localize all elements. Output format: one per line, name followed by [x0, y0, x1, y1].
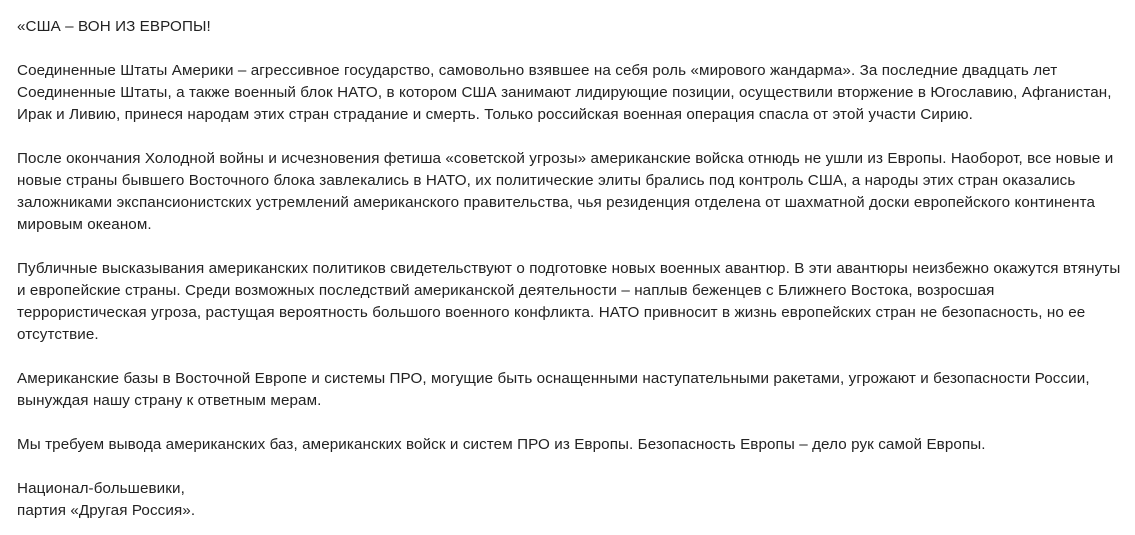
- article-paragraph-1: Соединенные Штаты Америки – агрессивное государство, самовольно взявшее на себя роль «мирового жандарма». За последние двадцать лет Соединенные Штаты, а также военный блок НАТО, в котором США занимают лидирующие позиции, осуществили вторжение в Югославию, Афганистан, Ирак и Ливию, принеся народам этих стран страдание и смерть. Только российская военная операция спасла от этой участи Сирию.: [17, 62, 1112, 123]
- article-paragraph-3: Публичные высказывания американских политиков свидетельствуют о подготовке новых военных авантюр. В эти авантюры неизбежно окажутся втянуты и европейские страны. Среди возможных последствий американской деятельности – наплыв беженцев с Ближнего Востока, возросшая террористическая угроза, растущая вероятность большого военного конфликта. НАТО привносит в жизнь европейских стран не безопасность, но ее отсутствие.: [17, 260, 1121, 343]
- article-paragraph-2: После окончания Холодной войны и исчезновения фетиша «советской угрозы» американские войска отнюдь не ушли из Европы. Наоборот, все новые и новые страны бывшего Восточного блока завлекались в НАТО, их политические элиты брались под контроль США, а народы этих стран оказались заложниками экспансионистских устремлений американского правительства, чья резиденция отделена от шахматной доски европейского континента мировым океаном.: [17, 150, 1114, 233]
- signature-line-2: партия «Другая Россия».: [17, 502, 196, 519]
- article-heading: «США – ВОН ИЗ ЕВРОПЫ!: [17, 18, 211, 35]
- article-paragraph-4: Американские базы в Восточной Европе и системы ПРО, могущие быть оснащенными наступательными ракетами, угрожают и безопасности России, вынуждая нашу страну к ответным мерам.: [17, 370, 1090, 409]
- article-paragraph-5: Мы требуем вывода американских баз, американских войск и систем ПРО из Европы. Безопасность Европы – дело рук самой Европы.: [17, 436, 986, 453]
- article-signature: [17, 478, 1125, 522]
- signature-line-1: Национал-большевики,: [17, 480, 185, 497]
